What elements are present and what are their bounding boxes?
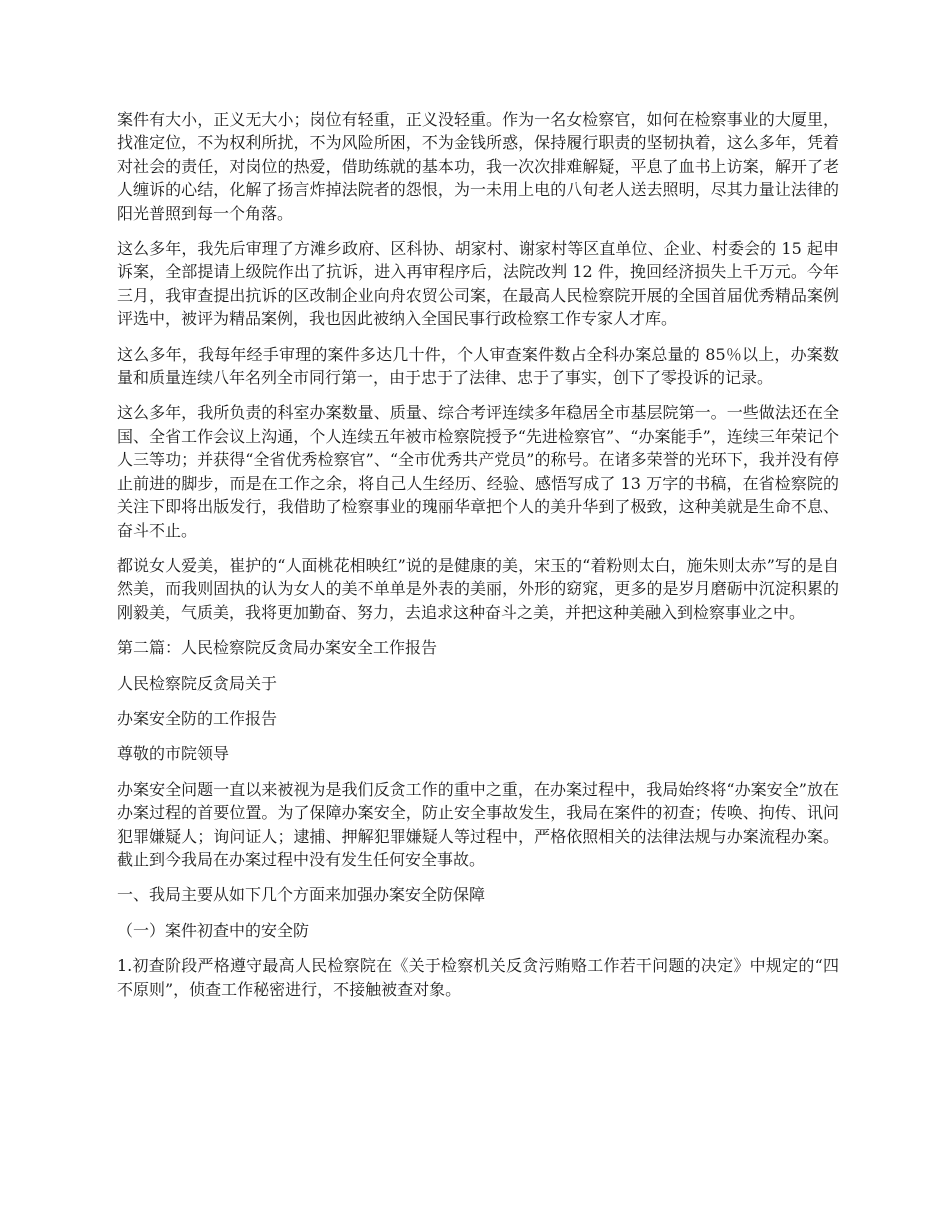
- paragraph-beauty: 都说女人爱美，崔护的“人面桃花相映红”说的是健康的美，宋玉的“着粉则太白，施朱则太赤”写的是自然美，而我则固执的认为女人的美不单单是外表的美丽，外形的窈窕，更多的是岁月磨砺中沉淀积累的刚毅美，气质美，我将更加勤奋、努力，去追求这种奋斗之美，并把这种美融入到检察事业之中。: [117, 555, 839, 622]
- paragraph-item-1: 1.初查阶段严格遵守最高人民检察院在《关于检察机关反贪污贿赂工作若干问题的决定》中规定的“四不原则”，侦查工作秘密进行，不接触被查对象。: [117, 956, 839, 999]
- paragraph-appeal-cases: 这么多年，我先后审理了方滩乡政府、区科协、胡家村、谢家村等区直单位、企业、村委会的 15 起申诉案，全部提请上级院作出了抗诉，进入再审程序后，法院改判 12 件，挽回经济损失上千万元。今年三月，我审查提出抗诉的区改制企业向舟农贸公司案，在最高人民检察院开展的全国首届优秀精品案例评选中，被评为精品案例，我也因此被纳入全国民事行政检察工作专家人才库。: [117, 239, 839, 329]
- subsection-heading-1: （一）案件初查中的安全防: [117, 920, 310, 940]
- section-title: 第二篇：人民检察院反贪局办案安全工作报告: [117, 638, 438, 658]
- section-heading-1: 一、我局主要从如下几个方面来加强办案安全防保障: [117, 885, 486, 905]
- report-title-line-2: 办案安全防的工作报告: [117, 708, 278, 728]
- paragraph-safety-overview: 办案安全问题一直以来被视为是我们反贪工作的重中之重，在办案过程中，我局始终将“办案安全”放在办案过程的首要位置。为了保障办案安全，防止安全事故发生，我局在案件的初查；传唤、拘传、讯问犯罪嫌疑人；询问证人；逮捕、押解犯罪嫌疑人等过程中，严格依照相关的法律法规与办案流程办案。截止到今我局在办案过程中没有发生任何安全事故。: [117, 779, 839, 869]
- paragraph-intro: 案件有大小，正义无大小；岗位有轻重，正义没轻重。作为一名女检察官，如何在检察事业的大厦里，找准定位，不为权利所扰，不为风险所困，不为金钱所惑，保持履行职责的坚韧执着，这么多年，凭着对社会的责任，对岗位的热爱，借助练就的基本功，我一次次排难解疑，平息了血书上访案，解开了老人缠诉的心结，化解了扬言炸掉法院者的怨恨，为一未用上电的八旬老人送去照明，尽其力量让法律的阳光普照到每一个角落。: [117, 110, 839, 223]
- report-title-line-1: 人民检察院反贪局关于: [117, 673, 278, 693]
- paragraph-honors: 这么多年，我所负责的科室办案数量、质量、综合考评连续多年稳居全市基层院第一。一些做法还在全国、全省工作会议上沟通，个人连续五年被市检察院授予“先进检察官”、“办案能手”，连续三年荣记个人三等功；并获得“全省优秀检察官”、“全市优秀共产党员”的称号。在诸多荣誉的光环下，我并没有停止前进的脚步，而是在工作之余，将自己人生经历、经验、感悟写成了 13 万字的书稿，在省检察院的关注下即将出版发行，我借助了检察事业的瑰丽华章把个人的美升华到了极致，这种美就是生命不息、奋斗不止。: [117, 403, 839, 540]
- salutation: 尊敬的市院领导: [117, 744, 230, 764]
- document-body: [117, 108, 839, 1013]
- paragraph-case-volume: 这么多年，我每年经手审理的案件多达几十件，个人审查案件数占全科办案总量的 85％以上，办案数量和质量连续八年名列全市同行第一，由于忠于了法律、忠于了事实，创下了零投诉的记录。: [117, 344, 839, 388]
